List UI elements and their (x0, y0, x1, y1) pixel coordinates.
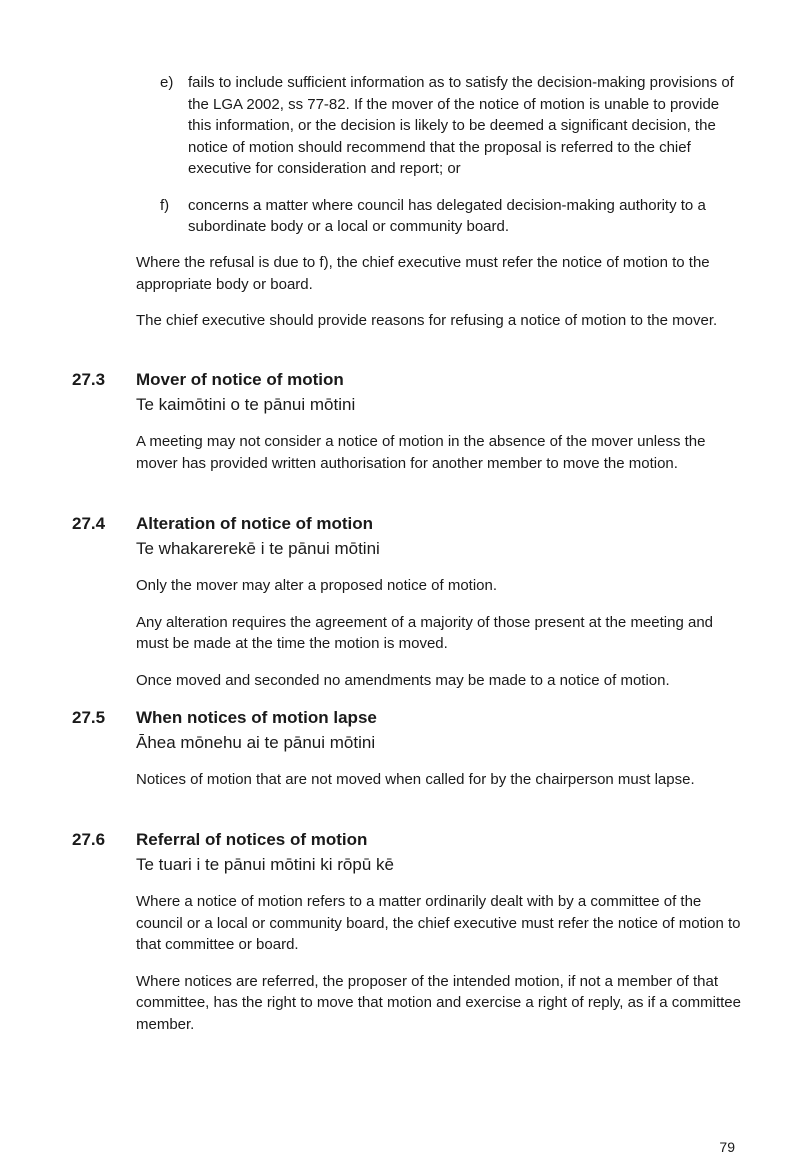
page-number: 79 (719, 1139, 735, 1155)
criteria-list (160, 72, 740, 253)
section-title: Referral of notices of motion (136, 830, 368, 849)
section-27-5 (72, 706, 742, 806)
intro-paragraph (136, 310, 736, 332)
paragraph: A meeting may not consider a notice of motion in the absence of the mover unless the mover has provided written authorisation for another member to move the motion. (136, 433, 706, 472)
section-subtitle: Te kaimōtini o te pānui mōtini (136, 395, 356, 414)
intro-paragraph (136, 252, 736, 295)
section-heading (72, 828, 742, 878)
paragraph: Any alteration requires the agreement of a majority of those present at the meeting and must be made at the time the motion is moved. (136, 613, 714, 652)
section-title: Mover of notice of motion (136, 370, 344, 389)
section-27-4 (72, 512, 742, 706)
list-item-text: concerns a matter where council has delegated decision-making authority to a subordinate body or a local or community board. (188, 196, 706, 235)
paragraph: The chief executive should provide reasons for refusing a notice of motion to the mover. (136, 312, 718, 329)
list-marker: f) (160, 196, 170, 214)
paragraph: Notices of motion that are not moved when called for by the chairperson must lapse. (136, 771, 695, 788)
paragraph: Only the mover may alter a proposed notice of motion. (136, 577, 498, 594)
section-body (136, 575, 742, 691)
section-body (136, 769, 742, 791)
section-subtitle: Āhea mōnehu ai te pānui mōtini (136, 733, 376, 752)
section-number: 27.4 (72, 514, 106, 533)
section-number: 27.6 (72, 830, 106, 849)
paragraph: Where the refusal is due to f), the chief executive must refer the notice of motion to the appropriate body or board. (136, 254, 710, 293)
section-heading (72, 368, 742, 418)
section-subtitle: Te whakarerekē i te pānui mōtini (136, 539, 380, 558)
section-27-6 (72, 828, 742, 1050)
paragraph: Where notices are referred, the proposer of the intended motion, if not a member of that committee, has the right to move that motion and exercise a right of reply, as if a committee member. (136, 972, 741, 1033)
section-title: When notices of motion lapse (136, 708, 377, 727)
section-body (136, 431, 742, 474)
section-body (136, 891, 742, 1035)
paragraph: Where a notice of motion refers to a matter ordinarily dealt with by a committee of the council or a local or community board, the chief executive must refer the notice of motion to that committee or board. (136, 893, 741, 953)
section-number: 27.3 (72, 370, 106, 389)
section-subtitle: Te tuari i te pānui mōtini ki rōpū kē (136, 855, 394, 874)
list-item (160, 195, 740, 238)
section-number: 27.5 (72, 708, 106, 727)
section-title: Alteration of notice of motion (136, 514, 374, 533)
list-marker: e) (160, 74, 174, 91)
section-27-3 (72, 368, 742, 489)
section-heading (72, 706, 742, 756)
list-item (160, 72, 740, 180)
list-item-text: fails to include sufficient information as to satisfy the decision-making provisions of the LGA 2002, ss 77-82. If the mover of the notice of motion is unable to provide this information, or the decision is likely to be deemed a significant decision, the notice of motion should recommend that the proposal is referred to the chief executive for consideration and report; or (188, 74, 734, 177)
section-heading (72, 512, 742, 562)
paragraph: Once moved and seconded no amendments may be made to a notice of motion. (136, 671, 670, 689)
